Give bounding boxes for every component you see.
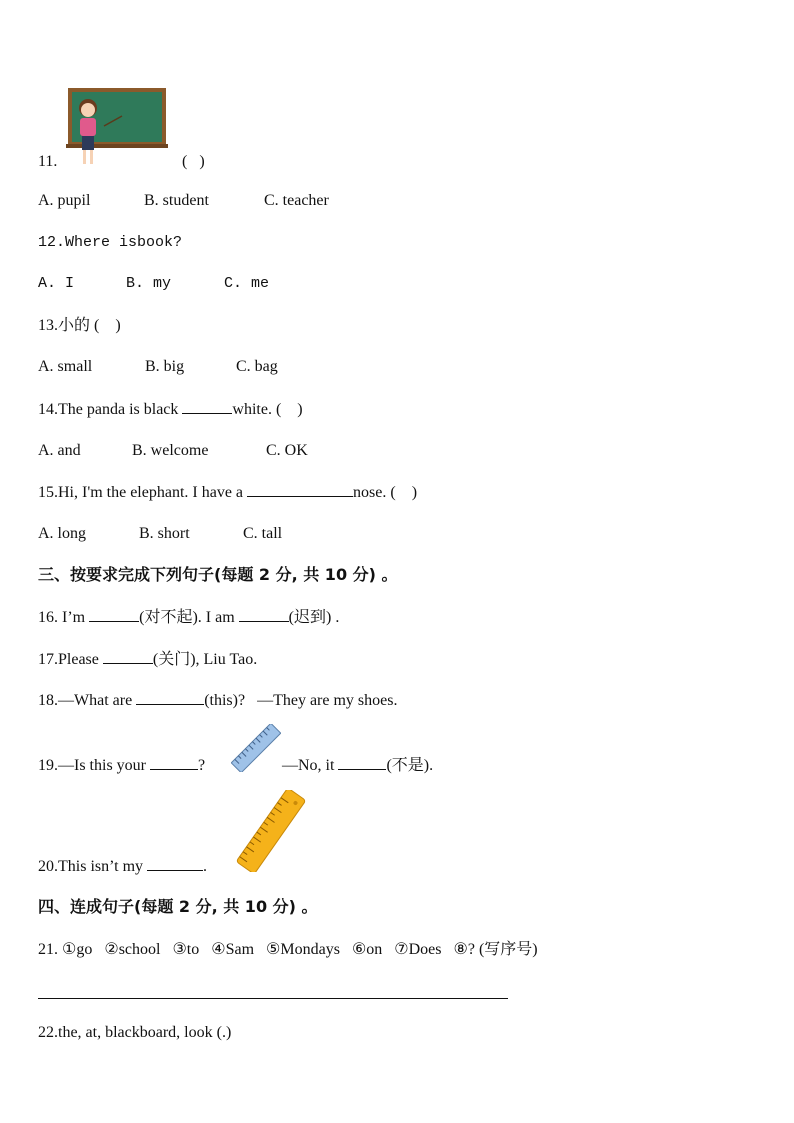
q12-option-c: C. me (224, 275, 270, 292)
q15-option-a: A. long (38, 525, 86, 542)
section-3-heading: 三、按要求完成下列句子(每题 2 分, 共 10 分) 。 (38, 565, 398, 584)
q19-text-b: ? (198, 757, 206, 774)
q15-blank[interactable] (247, 482, 353, 497)
q19-text-a: 19.—Is this your (38, 757, 150, 774)
q18-blank[interactable] (136, 690, 204, 705)
q18-question (38, 690, 397, 711)
q15-option-b: B. short (139, 525, 190, 542)
q13-option-b: B. big (145, 358, 185, 375)
q14-text-pre: 14.The panda is black (38, 401, 183, 418)
q21-question: 21. ①go ②school ③to ④Sam ⑤Mondays ⑥on ⑦Does ⑧? (写序号) (38, 941, 538, 958)
q20-text-b: . (203, 858, 208, 875)
q12-options (38, 274, 269, 294)
section-4-heading: 四、连成句子(每题 2 分, 共 10 分) 。 (38, 897, 318, 916)
q19-blank-2[interactable] (338, 755, 386, 770)
q14-options (38, 441, 308, 461)
q19-blank-1[interactable] (150, 755, 198, 770)
q11-number: 11. (38, 153, 58, 170)
q16-text-c: (迟到) . (288, 609, 340, 626)
q17-blank[interactable] (103, 649, 153, 664)
q17-question (38, 649, 257, 670)
q13-options (38, 357, 278, 377)
q15-text-post: nose. ( ) (353, 484, 418, 501)
q15-options (38, 524, 282, 544)
q12-option-b: B. my (126, 275, 172, 292)
teacher-blackboard-image (66, 86, 170, 170)
q18-text-a: 18.—What are (38, 692, 137, 709)
q16-text-a: 16. I’m (38, 609, 90, 626)
q14-text-post: white. ( ) (232, 401, 303, 418)
q20-text-a: 20.This isn’t my (38, 858, 148, 875)
q19-text-c: —No, it (282, 757, 339, 774)
q15-question (38, 482, 417, 503)
q16-text-b: (对不起). I am (139, 609, 239, 626)
q20-question (38, 856, 207, 877)
q18-text-b: (this)? —They are my shoes. (204, 692, 398, 709)
q15-option-c: C. tall (243, 525, 283, 542)
q11-option-c: C. teacher (264, 192, 329, 209)
q16-blank-1[interactable] (89, 607, 139, 622)
q12-question: 12.Where isbook? (38, 234, 183, 251)
q16-blank-2[interactable] (239, 607, 289, 622)
q11-paren: ( ) (182, 153, 205, 170)
q20-blank[interactable] (147, 856, 203, 871)
q11-option-a: A. pupil (38, 192, 91, 209)
q14-option-b: B. welcome (132, 442, 209, 459)
q14-blank[interactable] (182, 399, 232, 414)
q14-option-a: A. and (38, 442, 81, 459)
q16-question (38, 607, 339, 628)
q13-option-c: C. bag (236, 358, 278, 375)
q11-option-b: B. student (144, 192, 209, 209)
q13-question: 13.小的 ( ) (38, 317, 121, 334)
q13-option-a: A. small (38, 358, 93, 375)
q14-option-c: C. OK (266, 442, 308, 459)
ruler-image (232, 790, 310, 872)
q11-options (38, 191, 329, 211)
q19-question (38, 755, 434, 776)
answer-line[interactable] (38, 998, 508, 999)
ruler-image (231, 724, 281, 772)
q12-option-a: A. I (38, 275, 75, 292)
q19-text-d: (不是). (386, 757, 434, 774)
q14-question (38, 399, 303, 420)
q22-question: 22.the, at, blackboard, look (.) (38, 1024, 232, 1041)
q15-text-pre: 15.Hi, I'm the elephant. I have a (38, 484, 248, 501)
q17-text-a: 17.Please (38, 651, 103, 668)
q17-text-b: (关门), Liu Tao. (152, 651, 258, 668)
